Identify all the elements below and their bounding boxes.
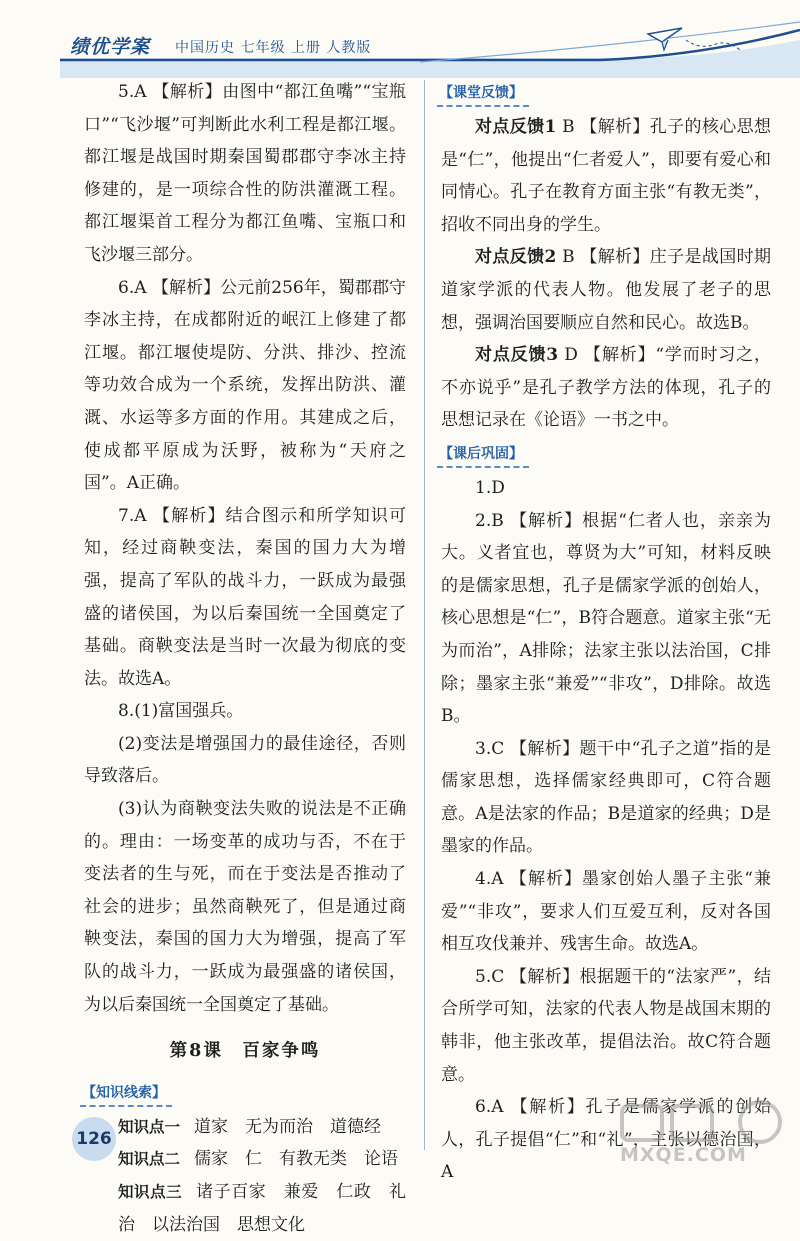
answer-4: 4.A 【解析】墨家创始人墨子主张“兼爱”“非攻”，要求人们互爱互利，反对各国相互攻伐兼并、残害生命。故选A。 bbox=[441, 869, 771, 955]
answer-6: 6.A 【解析】孔子是儒家学派的创始人，孔子提倡“仁”和“礼”，主张以德治国，A bbox=[441, 1097, 771, 1183]
section-tag-after-class: 【课后巩固】 bbox=[437, 443, 529, 468]
watermark-text: MXQE.COM bbox=[620, 1144, 747, 1166]
knowledge-point-text: 道家 无为而治 道德经 bbox=[194, 1116, 382, 1137]
answer-8-part-3: (3)认为商鞅变法失败的说法是不正确的。理由：一场变革的成功与否，不在于变法者的生与死，而在于变法是否推动了社会的进步；虽然商鞅死了，但是通过商鞅变法，秦国的国力大为增强，提高了军队的战斗力，一跃成为最强盛的诸侯国，为以后秦国统一全国奠定了基础。 bbox=[84, 799, 406, 1015]
watermark-logo-icon bbox=[612, 1098, 792, 1146]
answer-7: 7.A 【解析】结合图示和所学知识可知，经过商鞅变法，秦国的国力大为增强，提高了军队的战斗力，一跃成为最强盛的诸侯国，为以后秦国统一全国奠定了基础。商鞅变法是当时一次最为彻底的变法。故选A。 bbox=[84, 505, 406, 689]
feedback-2 bbox=[441, 241, 771, 339]
answer-5: 5.A 【解析】由图中“都江鱼嘴”“宝瓶口”“飞沙堰”可判断此水利工程是都江堰。都江堰是战国时期秦国蜀郡郡守李冰主持修建的，是一项综合性的防洪灌溉工程。都江堰渠首工程分为都江鱼嘴、宝瓶口和飞沙堰三部分。 bbox=[84, 82, 406, 265]
left-column bbox=[84, 76, 406, 1241]
section-tag-classroom: 【课堂反馈】 bbox=[437, 82, 529, 107]
page-header bbox=[0, 0, 800, 78]
answer-5: 5.C 【解析】根据题干的“法家严”，结合所学可知，法家的代表人物是战国末期的韩非，他主张改革，提倡法治。故C符合题意。 bbox=[441, 966, 771, 1085]
knowledge-point-label: 知识点三 bbox=[118, 1183, 183, 1201]
brand-title: 绩优学案 bbox=[70, 36, 151, 58]
watermark bbox=[612, 1098, 792, 1178]
answer-6: 6.A 【解析】公元前256年，蜀郡郡守李冰主持，在成都附近的岷江上修建了都江堰。都江堰使堤防、分洪、排沙、控流等功效合成为一个系统，发挥出防洪、灌溉、水运等多方面的作用。其建成之后，使成都平原成为沃野，被称为“天府之国”。A正确。 bbox=[84, 277, 406, 494]
feedback-text: D 【解析】“学而时习之，不亦说乎”是孔子教学方法的体现，孔子的思想记录在《论语》一书之中。 bbox=[441, 345, 771, 431]
feedback-text: B 【解析】庄子是战国时期道家学派的代表人物。他发展了老子的思想，强调治国要顺应自然和民心。故选B。 bbox=[441, 247, 771, 333]
page-number: 126 bbox=[72, 1117, 116, 1161]
right-column bbox=[441, 76, 771, 1189]
feedback-label: 对点反馈1 bbox=[475, 117, 557, 137]
knowledge-point-label: 知识点二 bbox=[118, 1150, 181, 1169]
column-divider bbox=[424, 80, 425, 1150]
lesson-title: 第8课 百家争鸣 bbox=[169, 1041, 321, 1062]
answer-1: 1.D bbox=[475, 477, 505, 498]
knowledge-point-3 bbox=[84, 1176, 406, 1241]
knowledge-point-2 bbox=[84, 1143, 406, 1176]
knowledge-point-text: 儒家 仁 有教无类 论语 bbox=[194, 1149, 399, 1170]
feedback-3 bbox=[441, 339, 771, 437]
knowledge-point-label: 知识点一 bbox=[118, 1117, 181, 1136]
feedback-1 bbox=[441, 111, 771, 241]
answer-3: 3.C 【解析】题干中“孔子之道”指的是儒家思想，选择儒家经典即可，C符合题意。A是法家的作品；B是道家的经典；D是墨家的作品。 bbox=[441, 738, 771, 857]
answer-2: 2.B 【解析】根据“仁者人也，亲亲为大。义者宜也，尊贤为大”可知，材料反映的是儒家思想，孔子是儒家学派的创始人，核心思想是“仁”，B符合题意。道家主张“无为而治”，A排除；法家主张以法治国，C排除；墨家主张“兼爱”“非攻”，D排除。故选B。 bbox=[441, 510, 771, 727]
paper-plane-icon bbox=[648, 28, 682, 50]
answer-8-part-2: (2)变法是增强国力的最佳途径，否则导致落后。 bbox=[84, 733, 406, 787]
feedback-label: 对点反馈3 bbox=[475, 345, 559, 366]
knowledge-point-text: 诸子百家 兼爱 仁政 礼治 以法治国 思想文化 bbox=[118, 1182, 406, 1235]
book-subtitle: 中国历史 七年级 上册 人教版 bbox=[175, 40, 372, 56]
feedback-label: 对点反馈2 bbox=[475, 247, 557, 268]
feedback-text: B 【解析】孔子的核心思想是“仁”，他提出“仁者爱人”，即要有爱心和同情心。孔子在教育方面主张“有教无类”，招收不同出身的学生。 bbox=[441, 117, 771, 235]
answer-8-part-1: 8.(1)富国强兵。 bbox=[118, 701, 244, 722]
knowledge-point-1 bbox=[84, 1111, 406, 1144]
section-tag-knowledge: 【知识线索】 bbox=[80, 1082, 172, 1107]
